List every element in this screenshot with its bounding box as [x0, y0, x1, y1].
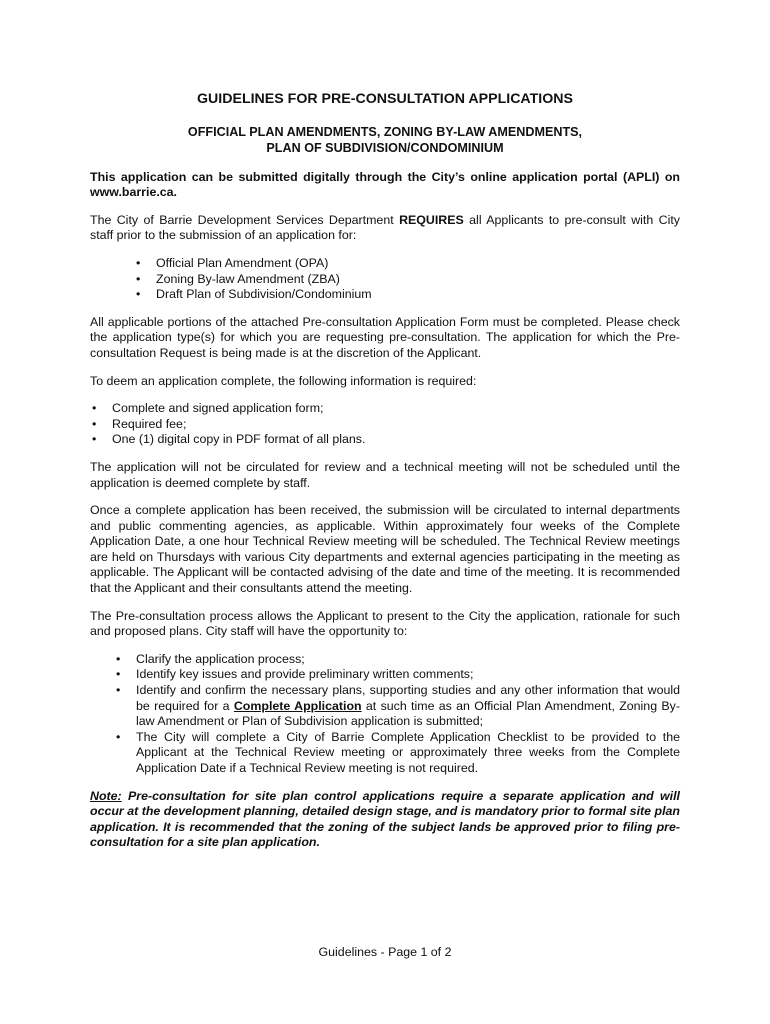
subtitle-line-2: PLAN OF SUBDIVISION/CONDOMINIUM: [266, 140, 504, 155]
list-item: [92, 401, 680, 417]
bullet-icon: •: [92, 432, 97, 447]
list-item-text: Official Plan Amendment (OPA): [156, 255, 329, 270]
list-item-text: Clarify the application process;: [136, 651, 305, 666]
list-item-text: Identify key issues and provide preliminary written comments;: [136, 667, 474, 682]
bullet-icon: •: [136, 287, 141, 302]
document-subtitle: [90, 124, 680, 156]
note-text: Pre-consultation for site plan control applications require a separate application and will occur at the development planning, detailed design stage, and is mandatory prior to formal site plan application. It is recommended that the zoning of the subject lands be approved prior to filing pre-consultation for a site plan application.: [90, 788, 680, 850]
form-paragraph: All applicable portions of the attached Pre-consultation Application Form must be completed. Please check the application type(s) for which you are requesting pre-consultation. The application for which the Pre-consultation Request is being made is at the discretion of the Applicant.: [90, 314, 680, 360]
list-item: [92, 432, 680, 448]
process-paragraph: The Pre-consultation process allows the Applicant to present to the City the application, rationale for such and proposed plans. City staff will have the opportunity to:: [90, 608, 680, 639]
subtitle-line-1: OFFICIAL PLAN AMENDMENTS, ZONING BY-LAW AMENDMENTS,: [187, 124, 583, 139]
list-item-text: Identify and confirm the necessary plans, supporting studies and any other information that would be required for a: [136, 683, 680, 713]
staff-opportunities-list: [90, 652, 680, 777]
list-item: [116, 651, 680, 668]
complete-info-paragraph: To deem an application complete, the following information is required:: [90, 373, 477, 388]
list-item: [136, 255, 680, 272]
intro-paragraph: This application can be submitted digitally through the City’s online application portal (APLI) on www.barrie.ca.: [90, 169, 680, 200]
bullet-icon: •: [136, 255, 141, 270]
list-item: [92, 416, 680, 433]
list-item-text: The City will complete a City of Barrie Complete Application Checklist to be provided to the Applicant at the Technical Review meeting or approximately three weeks from the Complete Application Date if a Technical Review meeting is not required.: [136, 729, 680, 775]
requires-text-end: all Applicants to pre-consult with City staff prior to the submission of an application for:: [90, 212, 680, 243]
site-plan-note: [90, 789, 680, 851]
complete-application-term: Complete Application: [233, 698, 362, 713]
document-page: [90, 92, 680, 851]
requires-paragraph: [90, 213, 680, 244]
note-label: Note:: [90, 788, 122, 803]
list-item: [116, 683, 680, 730]
list-item-text: Draft Plan of Subdivision/Condominium: [156, 287, 372, 302]
list-item: [116, 729, 680, 777]
bullet-icon: •: [116, 667, 121, 682]
list-item-text: One (1) digital copy in PDF format of all plans.: [112, 432, 366, 447]
list-item-text: Required fee;: [112, 416, 187, 431]
bullet-icon: •: [136, 271, 141, 286]
bullet-icon: •: [116, 683, 121, 698]
requires-text-start: The City of Barrie Development Services Department: [90, 212, 400, 227]
page-footer: Guidelines - Page 1 of 2: [318, 945, 452, 959]
list-item: [136, 271, 680, 288]
technical-review-paragraph: Once a complete application has been received, the submission will be circulated to internal departments and public commenting agencies, as applicable. Within approximately four weeks of the Complete Application Date, a one hour Technical Review meeting will be scheduled. The Technical Review meetings are held on Thursdays with various City departments and external agencies participating in the meeting as applicable. The Applicant will be contacted advising of the date and time of the meeting. It is recommended that the Applicant and their consultants attend the meeting.: [90, 503, 680, 596]
circulation-paragraph: The application will not be circulated for review and a technical meeting will not be scheduled until the application is deemed complete by staff.: [90, 459, 680, 490]
document-title: GUIDELINES FOR PRE-CONSULTATION APPLICATIONS: [197, 91, 573, 107]
list-item-text-end: at such time as an Official Plan Amendment, Zoning By-law Amendment or Plan of Subdivision application is submitted;: [136, 698, 680, 729]
requires-emphasis: REQUIRES: [399, 212, 464, 227]
list-item-text: Zoning By-law Amendment (ZBA): [156, 271, 340, 286]
bullet-icon: •: [92, 416, 97, 431]
required-items-list: [90, 401, 680, 448]
bullet-icon: •: [116, 651, 121, 666]
application-types-list: [90, 256, 680, 303]
list-item: [116, 667, 680, 683]
bullet-icon: •: [92, 401, 97, 416]
list-item: [136, 287, 680, 303]
list-item-text: Complete and signed application form;: [112, 401, 324, 416]
bullet-icon: •: [116, 729, 121, 744]
